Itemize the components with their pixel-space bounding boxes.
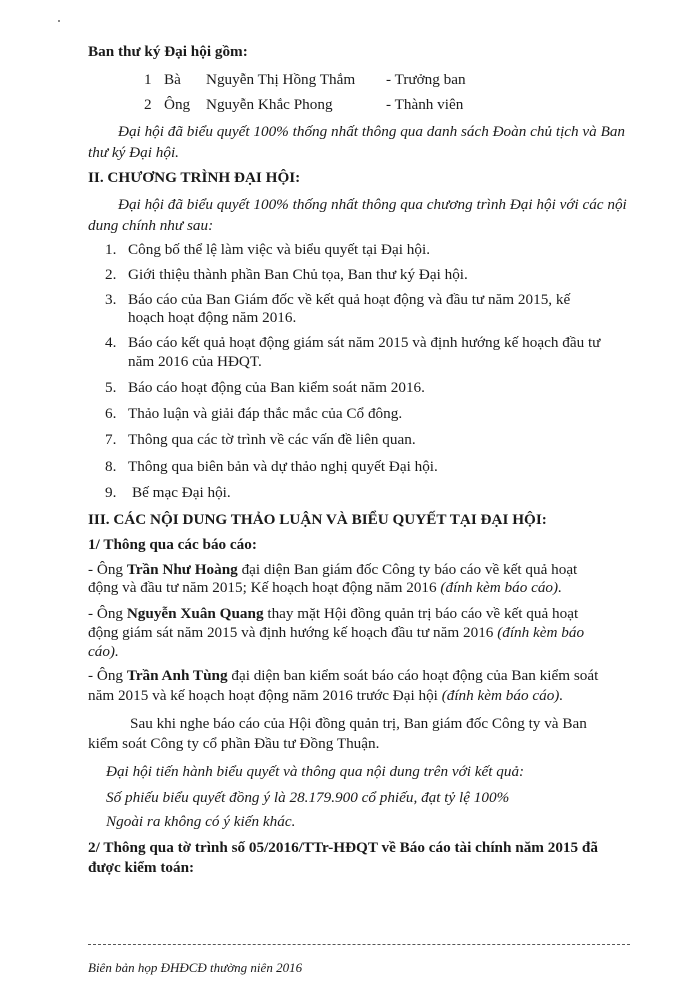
subsection-2-heading-cont: được kiểm toán: <box>88 859 195 876</box>
reporter-name: Trần Như Hoàng <box>126 561 238 578</box>
member-role: - Trưởng ban <box>386 71 466 88</box>
summary-paragraph: Sau khi nghe báo cáo của Hội đồng quản trị, Ban giám đốc Công ty và Ban <box>130 715 587 732</box>
no-other-opinions: Ngoài ra không có ý kiến khác. <box>106 813 296 830</box>
secretariat-approval: Đại hội đã biểu quyết 100% thống nhất thông qua danh sách Đoàn chủ tịch và Ban <box>118 123 626 140</box>
reporter-name: Trần Anh Tùng <box>126 667 228 684</box>
subsection-2-heading: 2/ Thông qua tờ trình số 05/2016/TTr-HĐQT về Báo cáo tài chính năm 2015 đã <box>88 839 598 856</box>
agenda-number: 5. <box>105 379 117 396</box>
secretariat-approval-cont: thư ký Đại hội. <box>88 144 179 161</box>
agenda-number: 1. <box>105 241 117 258</box>
report-line: - Ông Trần Như Hoàng đại diện Ban giám đốc Công ty báo cáo về kết quả hoạt <box>88 561 578 578</box>
member-name: Nguyễn Thị Hồng Thắm <box>206 71 356 88</box>
footer-divider <box>88 944 630 945</box>
scan-speck <box>58 20 60 22</box>
report-line: - Ông Nguyễn Xuân Quang thay mặt Hội đồng quản trị báo cáo về kết quả hoạt <box>88 605 579 622</box>
report-line: động giám sát năm 2015 và định hướng kế hoạch đầu tư năm 2016 (đính kèm báo <box>88 624 585 641</box>
agenda-number: 8. <box>105 458 117 475</box>
agenda-item-cont: hoạch hoạt động năm 2016. <box>128 309 297 326</box>
report-line: - Ông Trần Anh Tùng đại diện ban kiểm soát báo cáo hoạt động của Ban kiểm soát <box>88 667 599 684</box>
agenda-item: Báo cáo của Ban Giám đốc về kết quả hoạt động và đầu tư năm 2015, kế <box>128 291 571 308</box>
section-2-heading: II. CHƯƠNG TRÌNH ĐẠI HỘI: <box>88 169 301 186</box>
agenda-number: 3. <box>105 291 117 308</box>
vote-result: Số phiếu biểu quyết đồng ý là 28.179.900 cổ phiếu, đạt tỷ lệ 100% <box>106 789 510 806</box>
agenda-number: 2. <box>105 266 117 283</box>
subsection-1-heading: 1/ Thông qua các báo cáo: <box>88 536 257 553</box>
member-number: 2 <box>144 96 152 113</box>
report-line: cáo). <box>88 643 119 660</box>
agenda-number: 6. <box>105 405 117 422</box>
agenda-item: Thông qua các tờ trình về các vấn đề liên quan. <box>128 431 416 448</box>
member-title: Ông <box>164 96 191 113</box>
member-number: 1 <box>144 71 152 88</box>
member-role: - Thành viên <box>386 96 464 113</box>
agenda-item: Bế mạc Đại hội. <box>132 484 231 501</box>
secretariat-heading: Ban thư ký Đại hội gồm: <box>88 43 248 60</box>
section-3-heading: III. CÁC NỘI DUNG THẢO LUẬN VÀ BIỂU QUYẾT TẠI ĐẠI HỘI: <box>88 511 547 528</box>
agenda-item: Thảo luận và giải đáp thắc mắc của Cổ đông. <box>128 405 403 422</box>
member-title: Bà <box>164 71 181 88</box>
section-2-intro-cont: dung chính như sau: <box>88 217 214 234</box>
agenda-item: Báo cáo kết quả hoạt động giám sát năm 2015 và định hướng kế hoạch đầu tư <box>128 334 601 351</box>
agenda-number: 7. <box>105 431 117 448</box>
vote-intro: Đại hội tiến hành biểu quyết và thông qua nội dung trên với kết quả: <box>106 763 525 780</box>
report-line: năm 2015 và kế hoạch hoạt động năm 2016 trước Đại hội (đính kèm báo cáo). <box>88 687 564 704</box>
member-name: Nguyễn Khắc Phong <box>206 96 333 113</box>
agenda-number: 9. <box>105 484 117 501</box>
report-line: động và đầu tư năm 2015; Kế hoạch hoạt động năm 2016 (đính kèm báo cáo). <box>88 579 562 596</box>
agenda-item: Giới thiệu thành phần Ban Chủ tọa, Ban thư ký Đại hội. <box>128 266 468 283</box>
agenda-item: Báo cáo hoạt động của Ban kiểm soát năm 2016. <box>128 379 425 396</box>
summary-paragraph-cont: kiểm soát Công ty cổ phần Đầu tư Đồng Thuận. <box>88 735 380 752</box>
footer-caption: Biên bản họp ĐHĐCĐ thường niên 2016 <box>88 960 303 975</box>
agenda-number: 4. <box>105 334 117 351</box>
agenda-item: Thông qua biên bản và dự thảo nghị quyết Đại hội. <box>128 458 438 475</box>
agenda-item-cont: năm 2016 của HĐQT. <box>128 353 262 370</box>
reporter-name: Nguyễn Xuân Quang <box>126 605 264 622</box>
agenda-item: Công bố thể lệ làm việc và biểu quyết tại Đại hội. <box>128 241 430 258</box>
section-2-intro: Đại hội đã biểu quyết 100% thống nhất thông qua chương trình Đại hội với các nội <box>118 196 627 213</box>
